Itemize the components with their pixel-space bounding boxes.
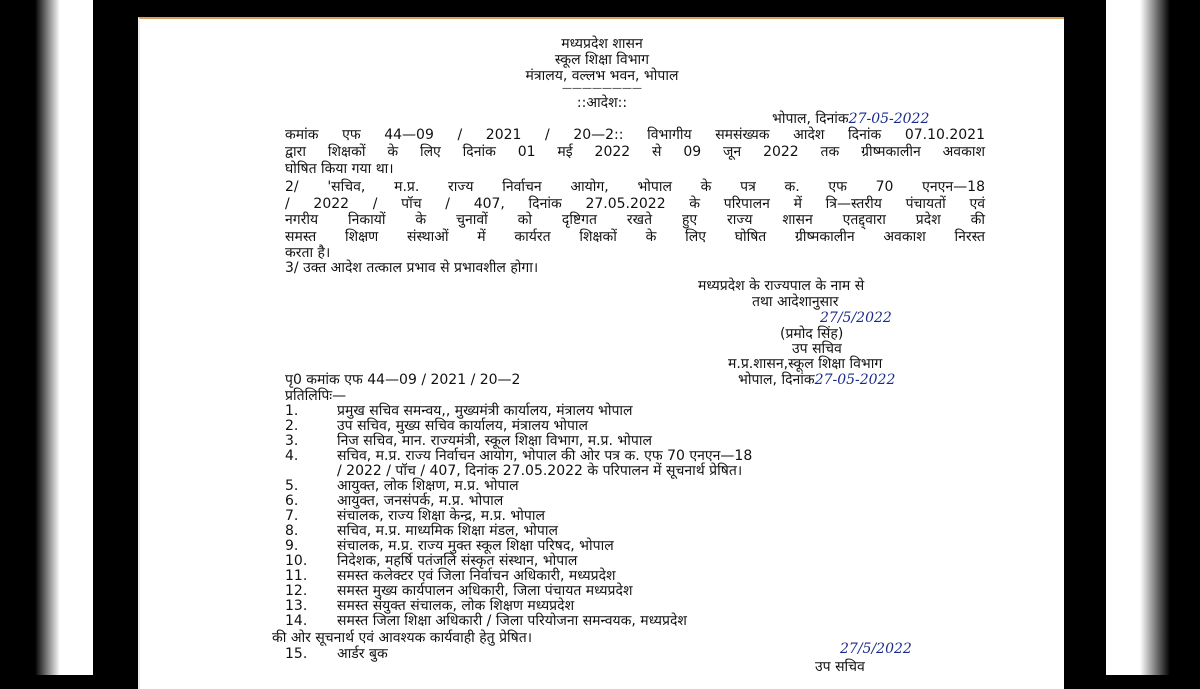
copy-date-line — [738, 372, 895, 388]
signatory-department: म.प्र.शासन,स्कूल शिक्षा विभाग — [728, 356, 883, 372]
paragraph-line: समस्त शिक्षण संस्थाओं में कार्यरत शिक्षकों के लिए घोषित ग्रीष्मकालीन अवकाश निरस्त — [285, 228, 985, 245]
list-item-continuation: / 2022 / पॉच / 407, दिनांक 27.05.2022 के परिपालन में सूचनार्थ प्रेषित। — [337, 463, 743, 479]
list-text: समस्त जिला शिक्षा अधिकारी / जिला परियोजना समन्वयक, मध्यप्रदेश — [337, 613, 687, 629]
list-number: 8. — [285, 523, 299, 539]
list-item — [285, 539, 614, 554]
list-item — [285, 479, 519, 494]
list-text: आर्डर बुक — [337, 646, 388, 662]
document-page — [138, 17, 1064, 689]
header-rule: ———————— — [562, 83, 642, 94]
list-number: 4. — [285, 448, 299, 464]
list-text: प्रमुख सचिव समन्वय,, मुख्यमंत्री कार्यालय, मंत्रालय भोपाल — [337, 403, 633, 419]
signatory-designation: उप सचिव — [792, 341, 842, 357]
copy-handwritten-date: 27-05-2022 — [814, 372, 896, 388]
header-line-3: मंत्रालय, वल्लभ भवन, भोपाल — [525, 68, 679, 84]
handwritten-signature: 27/5/2022 — [820, 310, 892, 326]
list-item — [285, 524, 558, 539]
list-number: 13. — [285, 598, 308, 614]
signature-line-2: तथा आदेशानुसार — [752, 294, 839, 310]
paragraph-line: कमांक एफ 44—09 / 2021 / 20—2:: विभागीय समसंख्यक आदेश दिनांक 07.10.2021 — [285, 127, 985, 143]
list-number: 12. — [285, 583, 308, 599]
list-number: 5. — [285, 478, 299, 494]
list-number: 11. — [285, 568, 308, 584]
header-line-1: मध्यप्रदेश शासन — [561, 36, 643, 52]
paragraph-line: 2/ 'सचिव, म.प्र. राज्य निर्वाचन आयोग, भोपाल के पत्र क. एफ 70 एनएन—18 — [285, 179, 985, 195]
list-item — [285, 614, 687, 629]
list-text: संचालक, म.प्र. राज्य मुक्त स्कूल शिक्षा परिषद, भोपाल — [337, 538, 614, 554]
list-item — [285, 584, 632, 599]
list-item — [285, 449, 752, 464]
list-item — [285, 509, 545, 524]
list-number: 7. — [285, 508, 299, 524]
list-number: 14. — [285, 613, 308, 629]
list-text: समस्त संयुक्त संचालक, लोक शिक्षण मध्यप्रदेश — [337, 598, 575, 614]
copy-reference-number: पृ0 कमांक एफ 44—09 / 2021 / 20—2 — [285, 372, 521, 388]
header-line-2: स्कूल शिक्षा विभाग — [554, 52, 650, 68]
list-item — [285, 419, 588, 434]
copy-date-label: भोपाल, दिनांक — [738, 372, 815, 388]
paragraph-line: घोषित किया गया था। — [285, 161, 394, 177]
footer-designation: उप सचिव — [815, 659, 865, 675]
list-number: 10. — [285, 553, 308, 569]
list-text: निज सचिव, मान. राज्यमंत्री, स्कूल शिक्षा विभाग, म.प्र. भोपाल — [337, 433, 652, 449]
copy-closing: की ओर सूचनार्थ एवं आवश्यक कार्यवाही हेतु प्रेषित। — [272, 630, 533, 646]
list-text: सचिव, म.प्र. राज्य निर्वाचन आयोग, भोपाल की ओर पत्र क. एफ 70 एनएन—18 — [337, 448, 753, 464]
footer-handwritten-signature: 27/5/2022 — [840, 641, 912, 657]
signatory-name: (प्रमोद सिंह) — [780, 326, 844, 342]
list-text: आयुक्त, जनसंपर्क, म.प्र. भोपाल — [337, 493, 504, 509]
signature-line-1: मध्यप्रदेश के राज्यपाल के नाम से — [698, 278, 865, 294]
paragraph-3: 3/ उक्त आदेश तत्काल प्रभाव से प्रभावशील होगा। — [285, 260, 539, 276]
list-text: आयुक्त, लोक शिक्षण, म.प्र. भोपाल — [337, 478, 519, 494]
order-title: ::आदेश:: — [576, 95, 628, 111]
paragraph-line: द्वारा शिक्षकों के लिए दिनांक 01 मई 2022 से 09 जून 2022 तक ग्रीष्मकालीन अवकाश — [285, 144, 985, 160]
list-number: 6. — [285, 493, 299, 509]
list-number: 2. — [285, 418, 299, 434]
paragraph-line: / 2022 / पॉच / 407, दिनांक 27.05.2022 के परिपालन में त्रि—स्तरीय पंचायतों एवं — [285, 195, 985, 212]
list-item — [285, 569, 616, 584]
paragraph-line: नगरीय निकायों के चुनावों को दृष्टिगत रखते हुए राज्य शासन एतद्द्वारा प्रदेश की — [285, 212, 985, 228]
list-text: समस्त मुख्य कार्यपालन अधिकारी, जिला पंचायत मध्यप्रदेश — [337, 583, 633, 599]
list-item — [285, 599, 574, 614]
right-backdrop — [1106, 0, 1200, 675]
list-text: निदेशक, महर्षि पतंजलि संस्कृत संस्थान, भोपाल — [337, 553, 578, 569]
date-label: भोपाल, दिनांक — [772, 111, 849, 127]
list-item — [285, 434, 652, 449]
copy-label: प्रतिलिपिः— — [285, 388, 347, 404]
date-line — [772, 111, 929, 127]
list-number: 1. — [285, 403, 299, 419]
list-text: संचालक, राज्य शिक्षा केन्द्र, म.प्र. भोपाल — [337, 508, 545, 524]
list-text: समस्त कलेक्टर एवं जिला निर्वाचन अधिकारी, मध्यप्रदेश — [337, 568, 616, 584]
list-number: 3. — [285, 433, 299, 449]
list-item — [285, 494, 503, 509]
left-backdrop — [0, 0, 93, 675]
handwritten-date: 27-05-2022 — [848, 111, 930, 127]
list-item — [285, 404, 633, 419]
list-text: सचिव, म.प्र. माध्यमिक शिक्षा मंडल, भोपाल — [337, 523, 558, 539]
list-item-15 — [285, 646, 388, 662]
list-text: उप सचिव, मुख्य सचिव कार्यालय, मंत्रालय भोपाल — [337, 418, 589, 434]
list-number: 15. — [285, 646, 308, 662]
list-number: 9. — [285, 538, 299, 554]
list-item — [285, 554, 577, 569]
paragraph-line: करता है। — [285, 245, 331, 261]
